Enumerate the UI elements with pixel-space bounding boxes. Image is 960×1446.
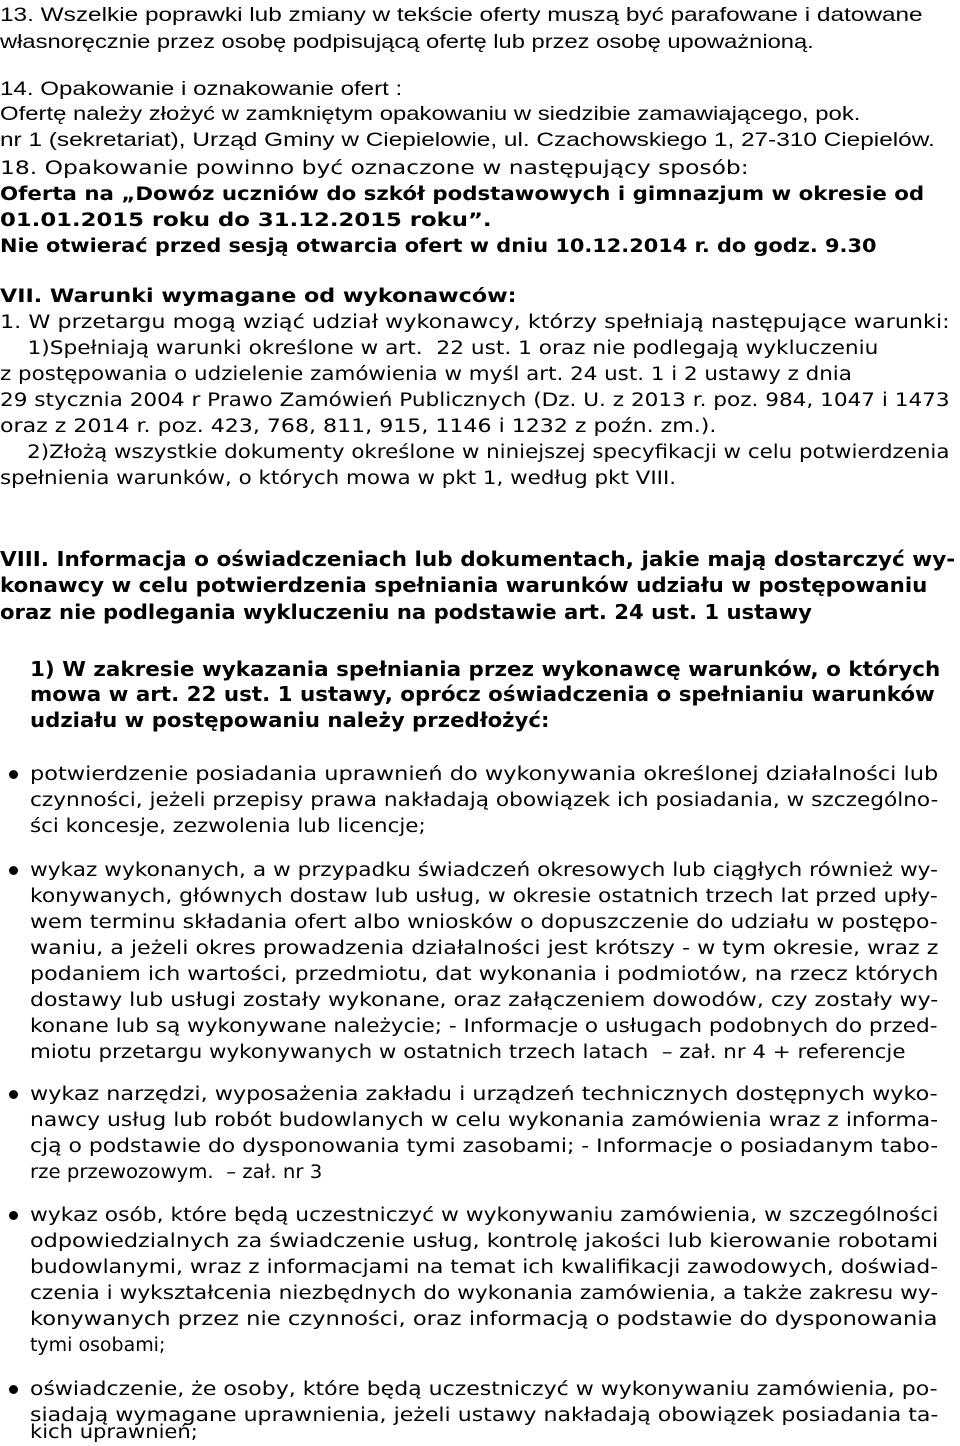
bullet-2-line-4: waniu, a jeżeli okres prowadzenia działalności jest krótszy - w tym okresie, wraz z: [30, 938, 939, 959]
p18-intro: 18. Opakowanie powinno być oznaczone w następujący sposób:: [0, 158, 749, 179]
bullet-2-line-5: podaniem ich wartości, przedmiotu, dat wykonania i podmiotów, na rzecz których: [30, 964, 939, 985]
sub1-line-3: udziału w postępowaniu należy przedłożyć:: [30, 708, 550, 732]
section8-heading-line-2: konawcy w celu potwierdzenia spełniania warunków udziału w postępowaniu: [0, 573, 928, 597]
bullet-4-line-5: konywanych przez nie czynności, oraz informacją o podstawie do dysponowania: [30, 1309, 938, 1330]
bullet-marker: [9, 770, 18, 779]
p14-line-3: nr 1 (sekretariat), Urząd Gminy w Ciepielowie, ul. Czachowskiego 1, 27-310 Ciepielów.: [0, 129, 935, 151]
p18-bold-line-1: Oferta na „Dowóz uczniów do szkół podstawowych i gimnazjum w okresie od: [0, 184, 925, 205]
bullet-5-line-3: kich uprawnień;: [30, 1422, 198, 1443]
section8-heading-line-1: VIII. Informacja o oświadczeniach lub dokumentach, jakie mają dostarczyć wy-: [0, 547, 956, 571]
p18-bold-line-2: 01.01.2015 roku do 31.12.2015 roku”.: [0, 210, 492, 231]
p13-line-1: 13. Wszelkie poprawki lub zmiany w tekście oferty muszą być parafowane i datowane: [0, 4, 923, 26]
bullet-1-line-3: ści koncesje, zezwolenia lub licencje;: [30, 816, 426, 837]
bullet-4-line-4: czenia i wykształcenia niezbędnych do wykonania zamówienia, a także zakresu wy-: [30, 1283, 939, 1304]
bullet-5-line-1: oświadczenie, że osoby, które będą uczestniczyć w wykonywaniu zamówienia, po-: [30, 1379, 938, 1400]
section7-line-5: oraz z 2014 r. poz. 423, 768, 811, 915, 1146 i 1232 z poźn. zm.).: [0, 416, 717, 437]
bullet-2-line-2: konywanych, głównych dostaw lub usług, w okresie ostatnich trzech lat przed upły-: [30, 886, 938, 907]
bullet-4-line-2: odpowiedzialnych za świadczenie usług, kontrolę jakości lub kierowanie robotami: [30, 1231, 939, 1252]
bullet-5-line-2: siadają wymagane uprawnienia, jeżeli ustawy nakładają obowiązek posiadania ta-: [30, 1405, 939, 1426]
bullet-2-line-6: dostawy lub usługi zostały wykonane, oraz załączeniem dowodów, czy zostały wy-: [30, 990, 939, 1011]
bullet-2-line-8: miotu przetargu wykonywanych w ostatnich trzech latach – zał. nr 4 + referencje: [30, 1042, 906, 1063]
bullet-marker: [9, 1385, 18, 1394]
section7-line-1: 1. W przetargu mogą wziąć udział wykonawcy, którzy spełniają następujące warunki:: [0, 312, 950, 333]
bullet-4-line-6: tymi osobami;: [30, 1335, 166, 1356]
bullet-1-line-1: potwierdzenie posiadania uprawnień do wykonywania określonej działalności lub: [30, 764, 939, 785]
p13-line-2: własnoręcznie przez osobę podpisującą ofertę lub przez osobę upoważnioną.: [0, 31, 814, 53]
p14-line-2: Ofertę należy złożyć w zamkniętym opakowaniu w siedzibie zamawiającego, pok.: [0, 103, 861, 125]
bullet-2-line-7: konane lub są wykonywane należycie; - Informacje o usługach podobnych do przed-: [30, 1016, 938, 1037]
bullet-3-line-3: cją o podstawie do dysponowania tymi zasobami; - Informacje o posiadanym tabo-: [30, 1136, 939, 1157]
bullet-marker: [9, 866, 18, 875]
sub1-line-1: 1) W zakresie wykazania spełniania przez wykonawcę warunków, o których: [30, 657, 941, 681]
bullet-3-line-1: wykaz narzędzi, wyposażenia zakładu i urządzeń technicznych dostępnych wyko-: [30, 1084, 938, 1105]
bullet-2-line-3: wem terminu składania ofert albo wniosków o dopuszczenie do udziału w postępo-: [30, 912, 938, 933]
bullet-3-line-4: rze przewozowym. – zał. nr 3: [30, 1162, 323, 1183]
section7-heading: VII. Warunki wymagane od wykonawców:: [0, 286, 517, 307]
p18-bold-line-3: Nie otwierać przed sesją otwarcia ofert w dniu 10.12.2014 r. do godz. 9.30: [0, 236, 877, 257]
bullet-2-line-1: wykaz wykonanych, a w przypadku świadczeń okresowych lub ciągłych również wy-: [30, 860, 938, 881]
section7-line-3: z postępowania o udzielenie zamówienia w myśl art. 24 ust. 1 i 2 ustawy z dnia: [0, 364, 852, 385]
section7-line-7: spełnienia warunków, o których mowa w pkt 1, według pkt VIII.: [0, 468, 677, 489]
section7-line-6: 2)Złożą wszystkie dokumenty określone w niniejszej specyfikacji w celu potwierdzenia: [0, 442, 950, 463]
section8-heading-line-3: oraz nie podlegania wykluczeniu na podstawie art. 24 ust. 1 ustawy: [0, 600, 812, 624]
bullet-marker: [9, 1211, 18, 1220]
sub1-line-2: mowa w art. 22 ust. 1 ustawy, oprócz oświadczenia o spełnianiu warunków: [30, 682, 935, 706]
bullet-marker: [9, 1090, 18, 1099]
p14-line-1: 14. Opakowanie i oznakowanie ofert :: [0, 78, 403, 100]
bullet-1-line-2: czynności, jeżeli przepisy prawa nakładają obowiązek ich posiadania, w szczególno-: [30, 790, 939, 811]
bullet-3-line-2: nawcy usług lub robót budowlanych w celu wykonania zamówienia wraz z informa-: [30, 1110, 939, 1131]
bullet-4-line-3: budowlanymi, wraz z informacjami na temat ich kwalifikacji zawodowych, doświad-: [30, 1257, 939, 1278]
section7-line-4: 29 stycznia 2004 r Prawo Zamówień Publicznych (Dz. U. z 2013 r. poz. 984, 1047 i 1473: [0, 390, 950, 411]
section7-line-2: 1)Spełniają warunki określone w art. 22 ust. 1 oraz nie podlegają wykluczeniu: [0, 338, 879, 359]
bullet-4-line-1: wykaz osób, które będą uczestniczyć w wykonywaniu zamówienia, w szczególności: [30, 1205, 939, 1226]
